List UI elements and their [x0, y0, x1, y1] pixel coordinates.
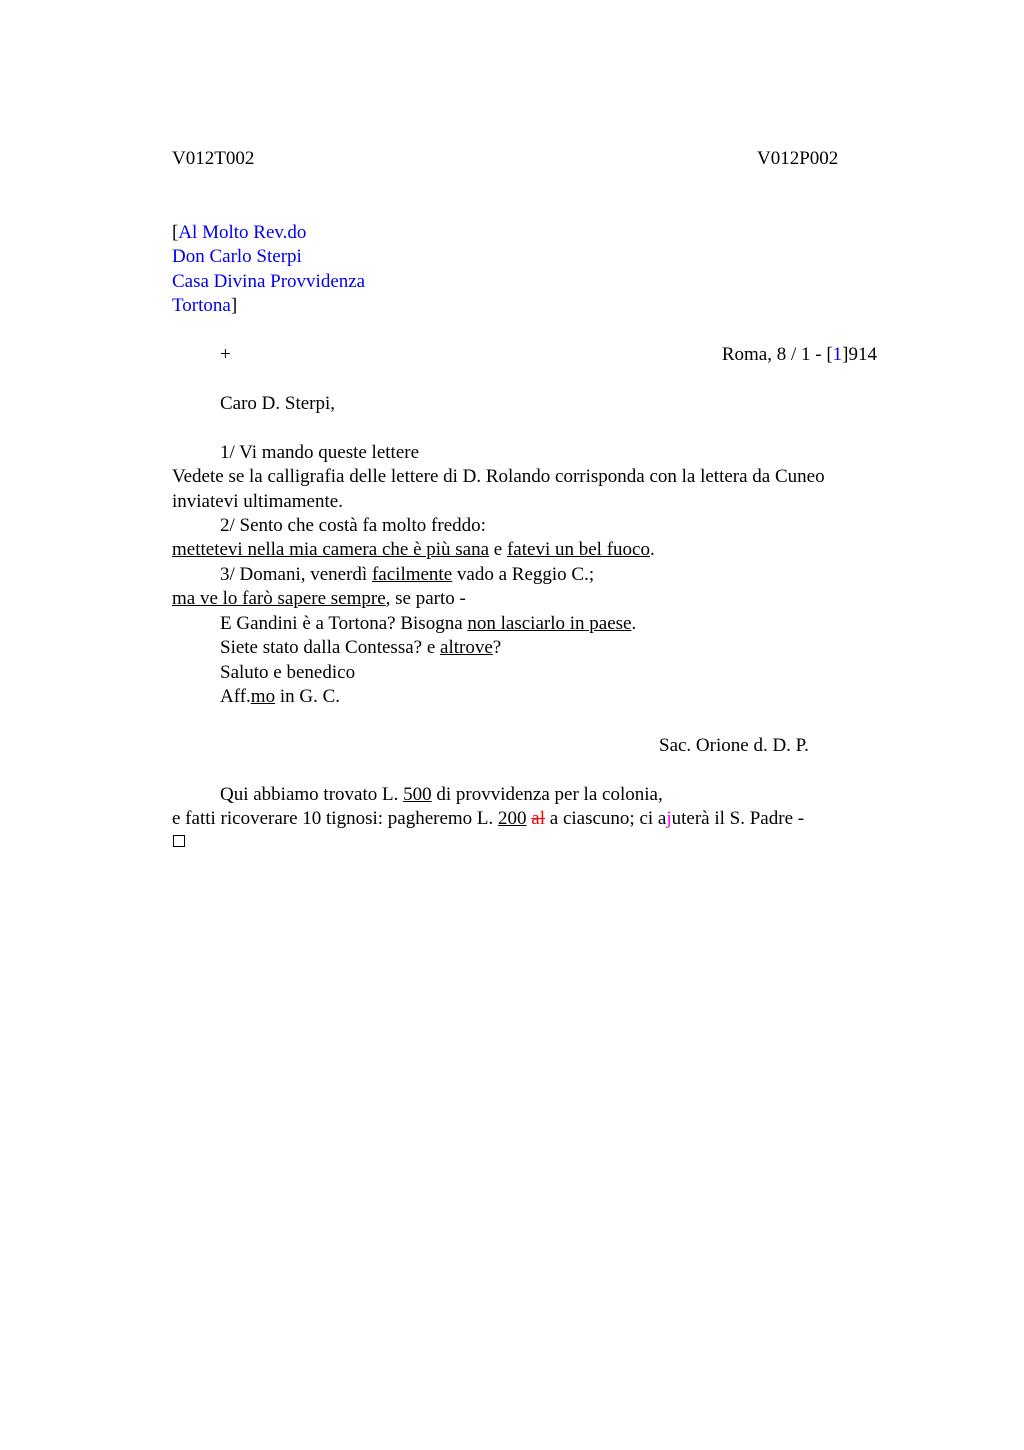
text-fragment: Aff. — [220, 686, 251, 707]
deleted-word: al — [531, 808, 546, 829]
body-p2-line1: 2/ Sento che costà fa molto freddo: — [220, 515, 486, 536]
text-fragment: e — [489, 539, 507, 560]
body-p1-line3: inviatevi ultimamente. — [172, 491, 343, 512]
postscript-line1 — [220, 783, 663, 807]
text-fragment: 3/ Domani, venerdì — [220, 564, 372, 585]
body-p1-line1: 1/ Vi mando queste lettere — [220, 442, 420, 463]
body-p1-line2: Vedete se la calligrafia delle lettere di D. Rolando corrisponda con la lettera da Cuneo — [172, 466, 825, 487]
body-p2-line2 — [172, 538, 655, 562]
underlined-amount: 500 — [403, 784, 432, 805]
address-recipient-title: Al Molto Rev.do — [178, 222, 307, 243]
body-p4 — [220, 612, 636, 636]
body-p5 — [220, 636, 501, 660]
text-fragment: Qui abbiamo trovato L. — [220, 784, 404, 805]
address-close-bracket: ] — [230, 295, 238, 316]
address-line-3: Casa Divina Provvidenza — [172, 271, 366, 292]
address-line-4 — [172, 294, 237, 318]
end-marker-box — [173, 835, 185, 847]
date-prefix: Roma, 8 / 1 - [ — [721, 344, 833, 365]
body-p3-line2 — [172, 587, 466, 611]
text-fragment: . — [631, 613, 637, 634]
address-open-bracket: [ — [172, 222, 179, 243]
underlined-phrase: mettetevi nella mia camera che è più sana — [172, 539, 490, 560]
underlined-phrase: non lasciarlo in paese — [467, 613, 632, 634]
underlined-phrase: mo — [250, 686, 276, 707]
date-suffix: ]914 — [842, 344, 877, 365]
address-line-2: Don Carlo Sterpi — [172, 246, 302, 267]
text-fragment: , se parto - — [385, 588, 466, 609]
date-inserted-digit: 1 — [832, 344, 843, 365]
corrected-letter: j — [666, 808, 672, 829]
text-fragment: di provvidenza per la colonia, — [431, 784, 663, 805]
cross-mark: + — [220, 344, 231, 365]
closing-affectionate — [220, 685, 340, 709]
signature: Sac. Orione d. D. P. — [659, 735, 809, 756]
text-fragment: e fatti ricoverare 10 tignosi: pagheremo L. — [172, 808, 499, 829]
text-fragment: vado a Reggio C.; — [452, 564, 595, 585]
underlined-amount: 200 — [498, 808, 527, 829]
dateline — [722, 343, 877, 367]
document-code-left: V012T002 — [172, 148, 255, 169]
text-fragment: . — [649, 539, 655, 560]
text-fragment: a ciascuno; ci a — [545, 808, 667, 829]
text-fragment: Siete stato dalla Contessa? e — [220, 637, 441, 658]
closing-greeting: Saluto e benedico — [220, 662, 356, 683]
salutation: Caro D. Sterpi, — [220, 393, 336, 414]
address-line-1 — [172, 221, 306, 245]
postscript-line2 — [172, 807, 804, 831]
address-city: Tortona — [172, 295, 231, 316]
underlined-phrase: altrove — [440, 637, 493, 658]
document-code-right: V012P002 — [757, 148, 839, 169]
text-fragment: ? — [492, 637, 502, 658]
text-fragment: uterà il S. Padre - — [671, 808, 805, 829]
underlined-phrase: ma ve lo farò sapere sempre — [172, 588, 386, 609]
underlined-phrase: fatevi un bel fuoco — [506, 539, 650, 560]
underlined-phrase: facilmente — [371, 564, 453, 585]
text-fragment: in G. C. — [275, 686, 341, 707]
body-p3-line1 — [220, 563, 594, 587]
text-fragment: E Gandini è a Tortona? Bisogna — [220, 613, 468, 634]
